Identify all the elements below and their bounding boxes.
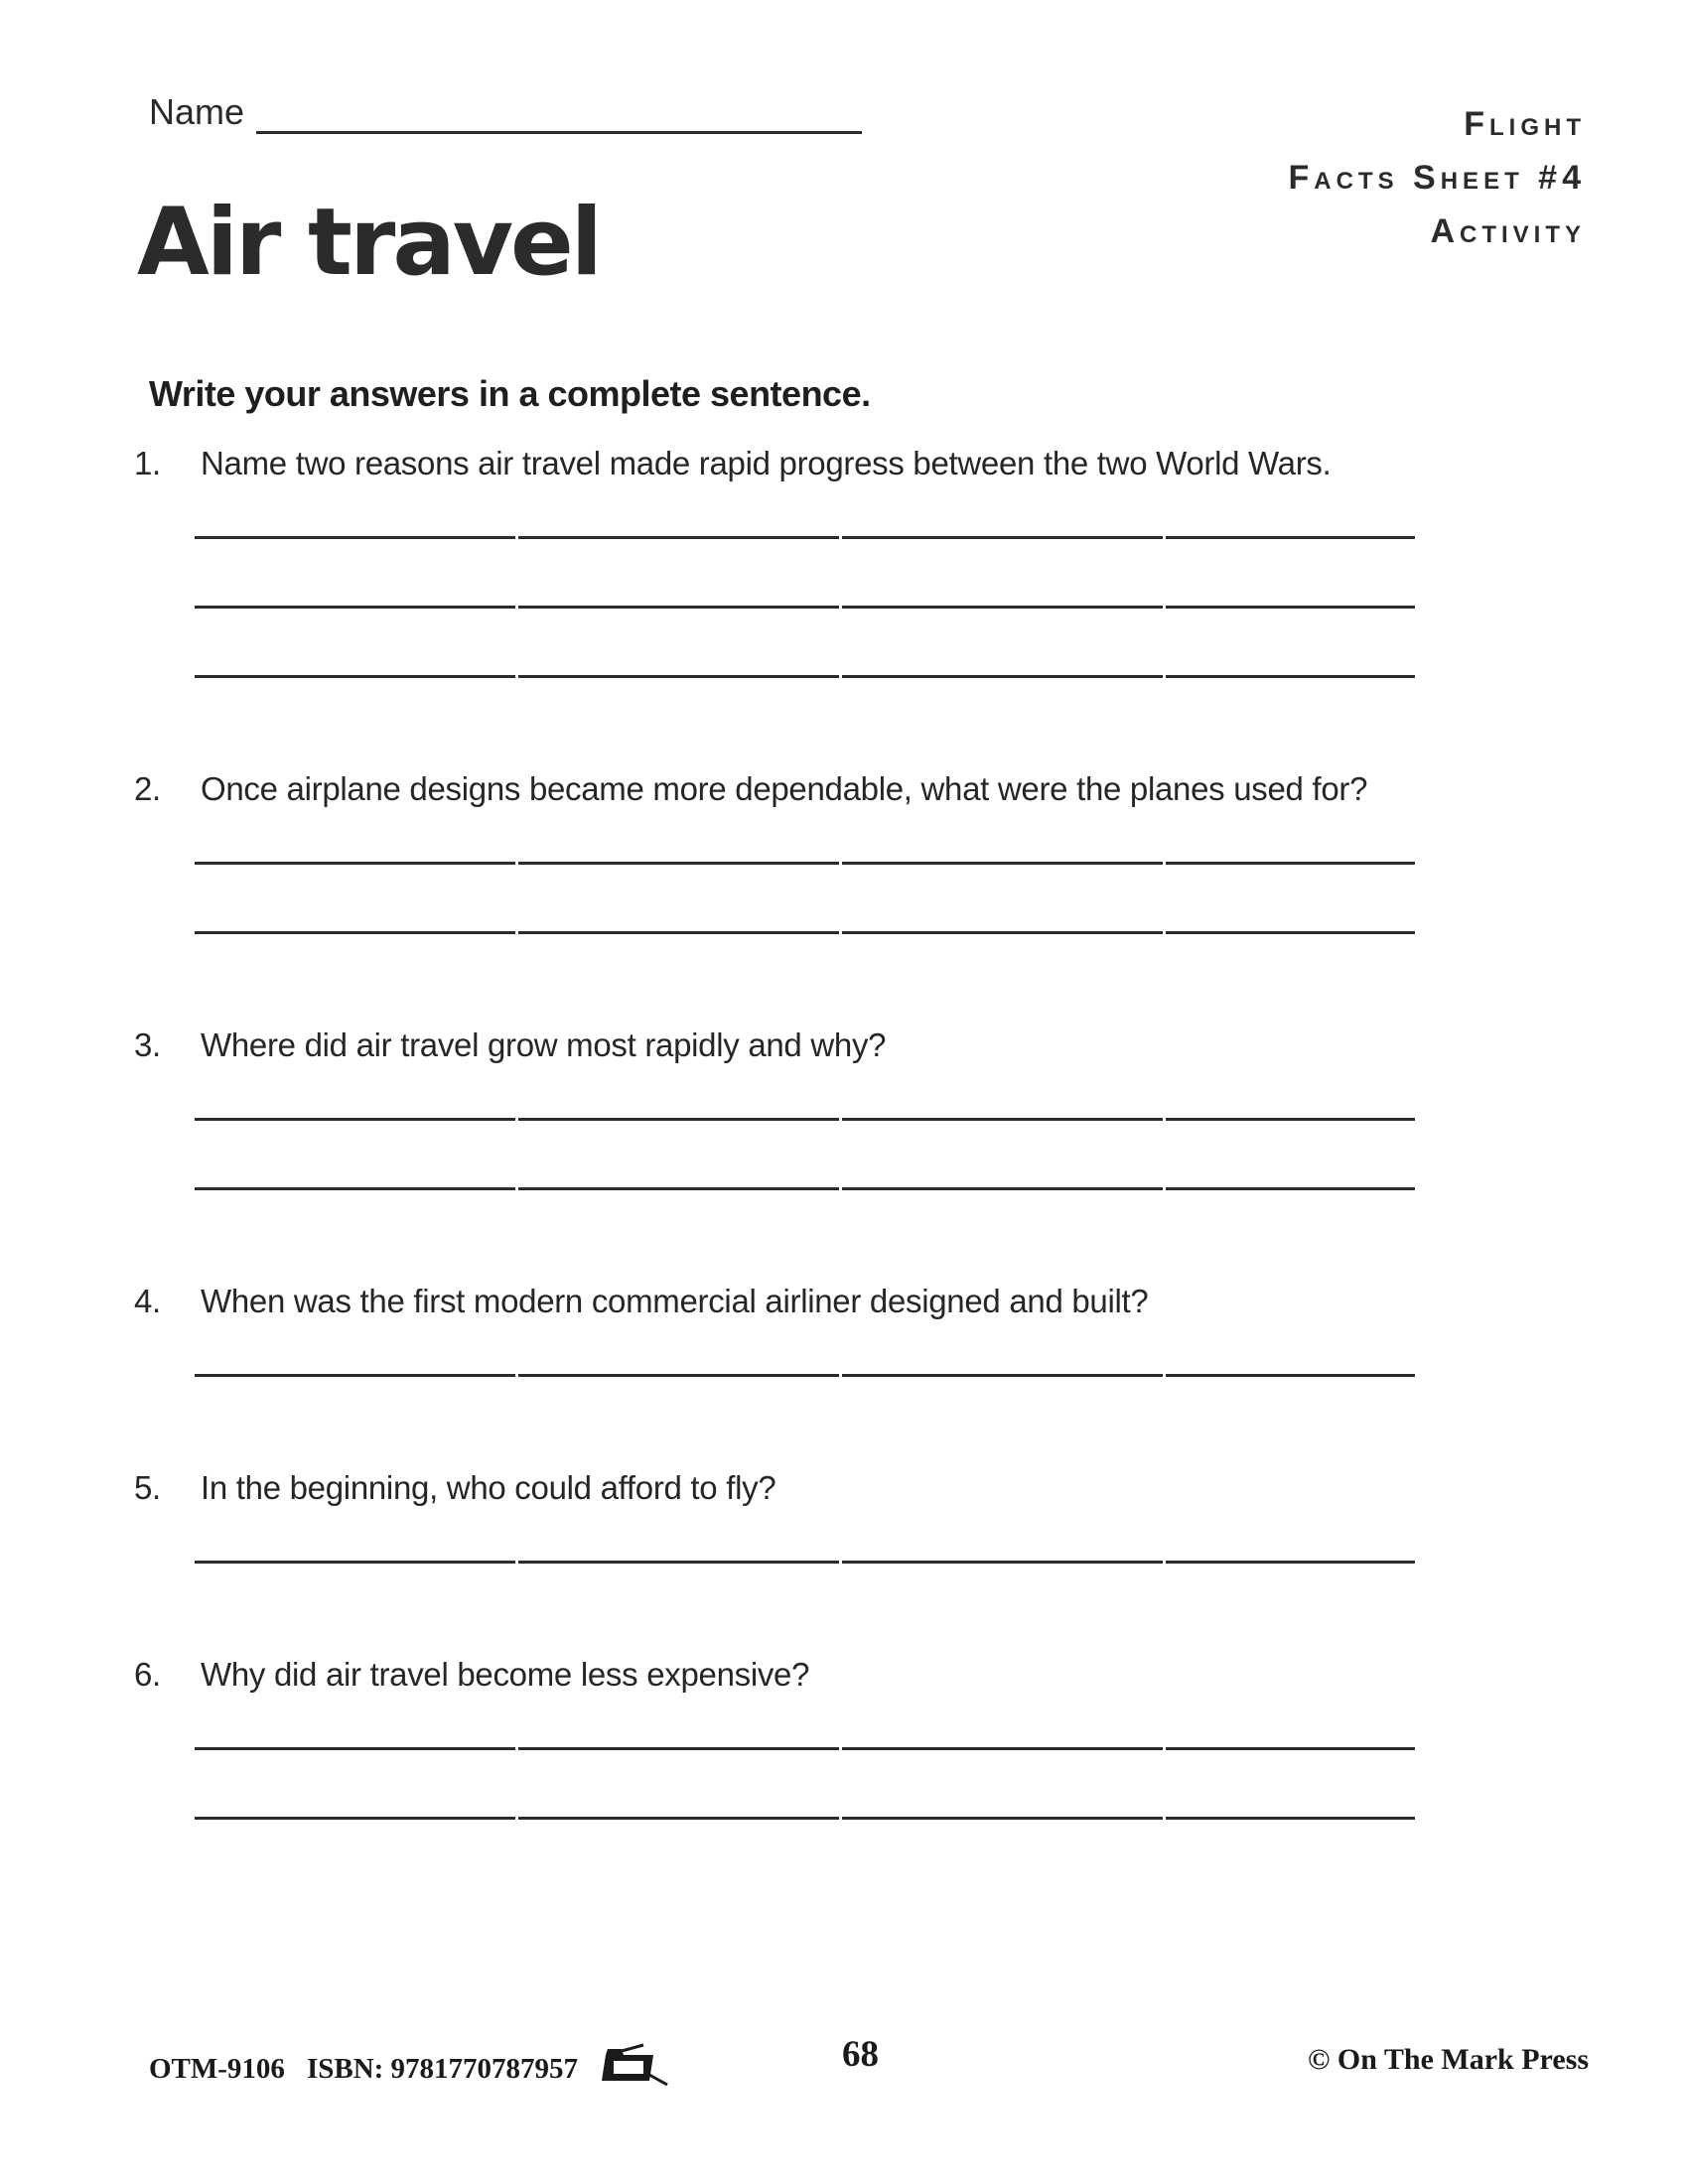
answer-line: [195, 809, 1417, 865]
question-block: [134, 769, 1417, 934]
question-number: 4.: [134, 1283, 161, 1319]
answer-line: [195, 1321, 1417, 1377]
name-row: [149, 91, 244, 133]
answer-line: [195, 1508, 1417, 1564]
answer-line: [195, 483, 1417, 539]
answer-lines: [195, 1695, 1417, 1820]
answer-line: [195, 1121, 1417, 1190]
question-text: Once airplane designs became more dependable, what were the planes used for?: [201, 770, 1368, 807]
answer-line: [195, 609, 1417, 678]
question-number: 5.: [134, 1469, 161, 1506]
answer-line: [195, 865, 1417, 934]
product-code: OTM-9106: [149, 2052, 285, 2085]
question-block: [134, 1655, 1417, 1820]
question-text: In the beginning, who could afford to fly?: [201, 1469, 776, 1506]
question-block: [134, 1282, 1417, 1377]
question-block: [134, 1468, 1417, 1564]
printer-icon: [600, 2041, 671, 2097]
answer-line: [195, 1695, 1417, 1750]
answer-lines: [195, 1065, 1417, 1190]
page-number: 68: [842, 2034, 879, 2075]
page-title: Air travel: [137, 189, 601, 297]
question-number: 1.: [134, 445, 161, 481]
question-list: [134, 444, 1417, 1911]
footer-left: [149, 2041, 671, 2097]
name-label: Name: [149, 91, 245, 132]
question-text: Why did air travel become less expensive?: [201, 1656, 810, 1693]
answer-line: [195, 1065, 1417, 1121]
instruction-text: Write your answers in a complete sentence.: [149, 373, 871, 414]
answer-lines: [195, 1508, 1417, 1564]
series-header: [1289, 97, 1587, 258]
answer-lines: [195, 1321, 1417, 1377]
series-header-line-facts-sheet: Facts Sheet #4: [1288, 159, 1586, 197]
question-text: When was the first modern commercial airliner designed and built?: [201, 1283, 1149, 1319]
answer-line: [195, 539, 1417, 609]
isbn-text: ISBN: 9781770787957: [306, 2052, 579, 2085]
question-text: Name two reasons air travel made rapid progress between the two World Wars.: [201, 445, 1332, 481]
answer-line: [195, 1750, 1417, 1820]
series-header-line-activity: Activity: [1430, 212, 1586, 250]
copyright-text: © On The Mark Press: [1308, 2043, 1589, 2076]
answer-lines: [195, 483, 1417, 678]
question-number: 2.: [134, 770, 161, 807]
question-block: [134, 1025, 1417, 1190]
name-blank-line: [256, 131, 862, 134]
question-number: 6.: [134, 1656, 161, 1693]
question-text: Where did air travel grow most rapidly and why?: [201, 1026, 887, 1063]
series-header-line-flight: Flight: [1464, 105, 1586, 143]
answer-lines: [195, 809, 1417, 934]
question-number: 3.: [134, 1026, 161, 1063]
question-block: [134, 444, 1417, 678]
